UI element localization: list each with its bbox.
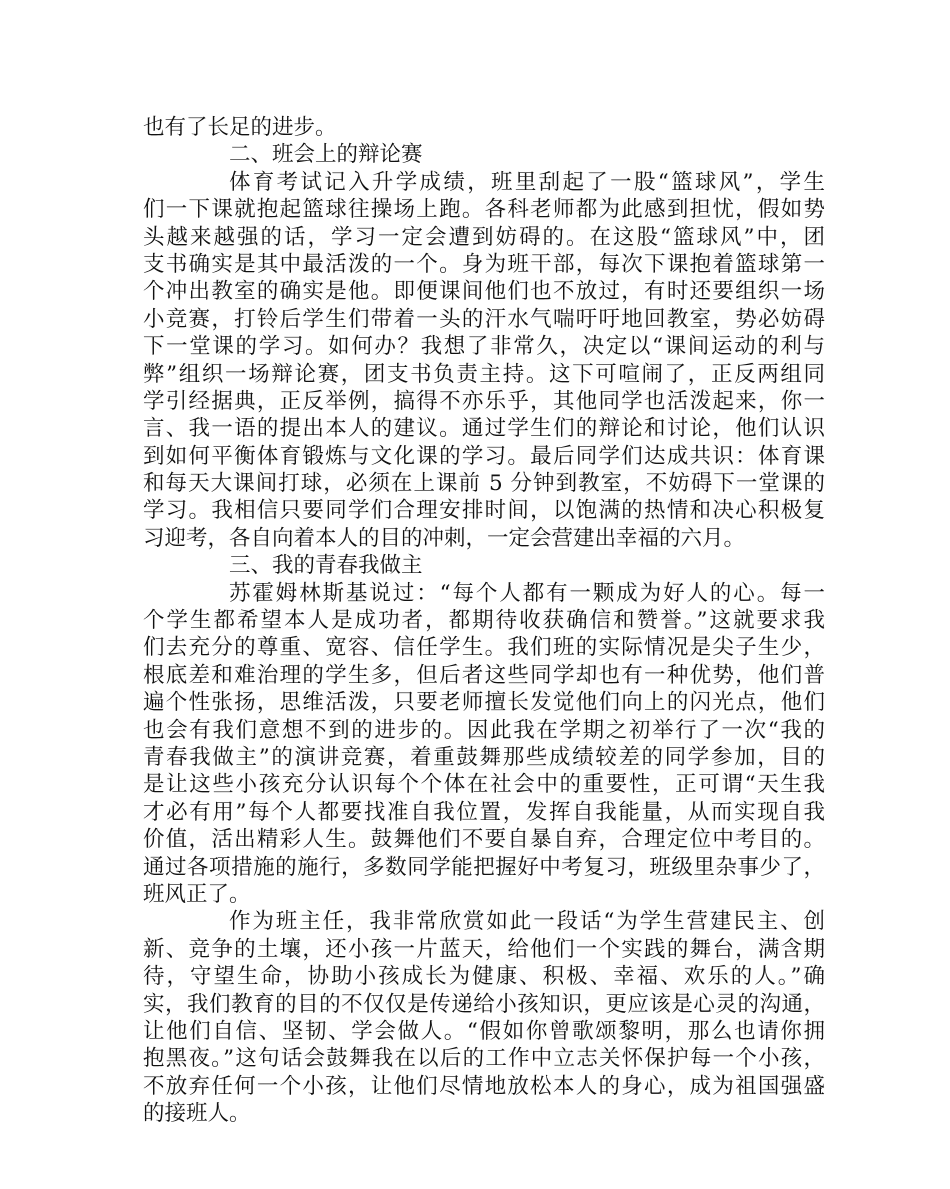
text-line: 们一下课就抱起篮球往操场上跑。各科老师都为此感到担忧，假如势 xyxy=(143,197,825,223)
text-line: 体育考试记入升学成绩，班里刮起了一股“篮球风”，学生 xyxy=(229,169,825,195)
text-line: 小竞赛，打铃后学生们带着一头的汗水气喘吁吁地回教室，势必妨碍 xyxy=(143,306,825,332)
text-line: 个学生都希望本人是成功者，都期待收获确信和赞誉。”这就要求我 xyxy=(143,608,825,634)
text-line: 学习。我相信只要同学们合理安排时间，以饱满的热情和决心积极复 xyxy=(143,498,825,524)
text-line: 新、竞争的土壤，还小孩一片蓝天，给他们一个实践的舞台，满含期 xyxy=(143,936,825,962)
text-line: 是让这些小孩充分认识每个个体在社会中的重要性，正可谓“天生我 xyxy=(143,772,825,798)
text-line: 待，守望生命，协助小孩成长为健康、积极、幸福、欢乐的人。”确 xyxy=(143,964,825,990)
text-line: 才必有用”每个人都要找准自我位置，发挥自我能量，从而实现自我 xyxy=(143,799,825,825)
text-line: 弊”组织一场辩论赛，团支书负责主持。这下可喧闹了，正反两组同 xyxy=(143,361,825,387)
text-line: 作为班主任，我非常欣赏如此一段话“为学生营建民主、创 xyxy=(229,909,825,935)
text-line: 个冲出教室的确实是他。即便课间他们也不放过，有时还要组织一场 xyxy=(143,279,825,305)
text-line: 学引经据典，正反举例，搞得不亦乐乎，其他同学也活泼起来，你一 xyxy=(143,388,825,414)
text-line: 和每天大课间打球，必须在上课前 5 分钟到教室，不妨碍下一堂课的 xyxy=(143,471,825,497)
text-line: 班风正了。 xyxy=(143,881,251,907)
text-line: 也会有我们意想不到的进步的。因此我在学期之初举行了一次“我的 xyxy=(143,717,825,743)
text-line: 也有了长足的进步。 xyxy=(143,115,337,140)
text-line: 通过各项措施的施行，多数同学能把握好中考复习，班级里杂事少了， xyxy=(143,854,825,880)
text-line: 青春我做主”的演讲竞赛，着重鼓舞那些成绩较差的同学参加，目的 xyxy=(143,744,825,770)
text-line: 抱黑夜。”这句话会鼓舞我在以后的工作中立志关怀保护每一个小孩， xyxy=(143,1046,825,1072)
text-line: 支书确实是其中最活泼的一个。身为班干部，每次下课抱着篮球第一 xyxy=(143,251,825,277)
text-line: 根底差和难治理的学生多，但后者这些同学却也有一种优势，他们普 xyxy=(143,662,825,688)
text-line: 价值，活出精彩人生。鼓舞他们不要自暴自弃，合理定位中考目的。 xyxy=(143,827,825,853)
text-line: 下一堂课的学习。如何办？我想了非常久，决定以“课间运动的利与 xyxy=(143,334,825,360)
text-line: 到如何平衡体育锻炼与文化课的学习。最后同学们达成共识：体育课 xyxy=(143,443,825,469)
document-page xyxy=(143,114,825,1127)
text-line: 头越来越强的话，学习一定会遭到妨碍的。在这股“篮球风”中，团 xyxy=(143,224,825,250)
text-line: 三、我的青春我做主 xyxy=(229,553,423,579)
text-line: 苏霍姆林斯基说过：“每个人都有一颗成为好人的心。每一 xyxy=(229,580,825,606)
text-line: 二、班会上的辩论赛 xyxy=(229,142,423,168)
text-line: 的接班人。 xyxy=(143,1101,251,1127)
text-line: 们去充分的尊重、宽容、信任学生。我们班的实际情况是尖子生少， xyxy=(143,635,825,661)
text-line: 言、我一语的提出本人的建议。通过学生们的辩论和讨论，他们认识 xyxy=(143,416,825,442)
text-line: 实，我们教育的目的不仅仅是传递给小孩知识，更应该是心灵的沟通， xyxy=(143,991,825,1017)
text-line: 让他们自信、坚韧、学会做人。“假如你曾歌颂黎明，那么也请你拥 xyxy=(143,1018,825,1044)
text-line: 遍个性张扬，思维活泼，只要老师擅长发觉他们向上的闪光点，他们 xyxy=(143,690,825,716)
text-line: 不放弃任何一个小孩，让他们尽情地放松本人的身心，成为祖国强盛 xyxy=(143,1073,825,1099)
text-line: 习迎考，各自向着本人的目的冲刺，一定会营建出幸福的六月。 xyxy=(143,525,746,551)
